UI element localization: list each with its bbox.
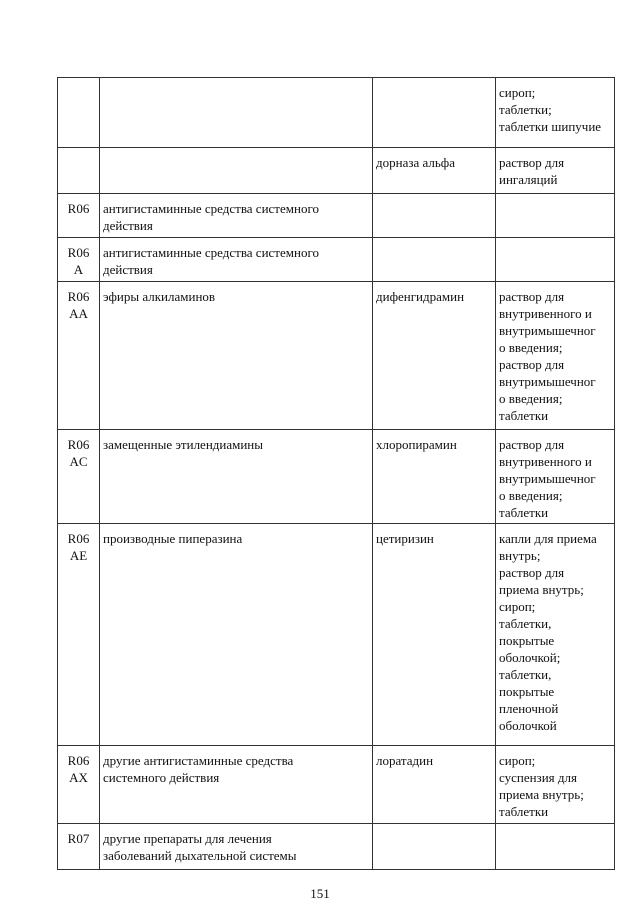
drug-name-cell (373, 78, 496, 148)
cell-text-line: покрытые (499, 684, 555, 699)
drug-name-cell (373, 238, 496, 282)
cell-text-line: R06 (67, 437, 90, 452)
pharmacological-group-cell (100, 430, 373, 524)
pharmacological-group-cell (100, 238, 373, 282)
drug-name-cell (373, 524, 496, 746)
cell-text-line: внутримышечног (499, 374, 596, 389)
table-row (58, 282, 615, 430)
table-row (58, 430, 615, 524)
cell-text-line: капли для приема (499, 531, 597, 546)
atc-code-cell (58, 78, 100, 148)
dosage-form-cell (496, 282, 615, 430)
cell-text-line: оболочкой (499, 718, 557, 733)
drug-name-cell (373, 148, 496, 194)
cell-text-line: действия (103, 218, 153, 233)
dosage-form-cell (496, 430, 615, 524)
cell-text-line: A (73, 262, 84, 277)
cell-text-line: внутримышечног (499, 471, 596, 486)
table-row (58, 78, 615, 148)
cell-text-line: таблетки шипучие (499, 119, 602, 134)
cell-text-line: внутривенного и (499, 306, 592, 321)
cell-text-line: внутрь; (499, 548, 541, 563)
cell-text-line: цетиризин (376, 531, 434, 546)
cell-text-line: R06 (67, 289, 90, 304)
dosage-form-cell (496, 524, 615, 746)
drug-name-cell (373, 824, 496, 870)
cell-text-line: внутримышечног (499, 323, 596, 338)
drug-classification-table (57, 77, 615, 870)
drug-name-cell (373, 746, 496, 824)
cell-text-line: таблетки, (499, 667, 552, 682)
cell-text-line: хлоропирамин (376, 437, 457, 452)
cell-text-line: о введения; (499, 391, 563, 406)
cell-text-line: AC (69, 454, 88, 469)
dosage-form-cell (496, 78, 615, 148)
cell-text-line: раствор для (499, 289, 565, 304)
table-row (58, 148, 615, 194)
cell-text-line: замещенные этилендиамины (103, 437, 263, 452)
table-row (58, 746, 615, 824)
atc-code-cell (58, 746, 100, 824)
drug-name-cell (373, 430, 496, 524)
atc-code-cell (58, 282, 100, 430)
cell-text-line: производные пиперазина (103, 531, 243, 546)
atc-code-cell (58, 524, 100, 746)
cell-text-line: дорназа альфа (376, 155, 455, 170)
pharmacological-group-cell (100, 524, 373, 746)
cell-text-line: действия (103, 262, 153, 277)
pharmacological-group-cell (100, 148, 373, 194)
pharmacological-group-cell (100, 282, 373, 430)
cell-text-line: оболочкой; (499, 650, 561, 665)
table-body (58, 78, 615, 870)
dosage-form-cell (496, 824, 615, 870)
cell-text-line: антигистаминные средства системного (103, 201, 319, 216)
cell-text-line: таблетки; (499, 102, 552, 117)
cell-text-line: заболеваний дыхательной системы (103, 848, 297, 863)
cell-text-line: R06 (67, 201, 90, 216)
atc-code-cell (58, 430, 100, 524)
cell-text-line: внутривенного и (499, 454, 592, 469)
cell-text-line: приема внутрь; (499, 787, 584, 802)
cell-text-line: раствор для (499, 155, 565, 170)
cell-text-line: AA (69, 306, 88, 321)
cell-text-line: таблетки (499, 408, 549, 423)
pharmacological-group-cell (100, 194, 373, 238)
atc-code-cell (58, 194, 100, 238)
cell-text-line: раствор для (499, 565, 565, 580)
pharmacological-group-cell (100, 746, 373, 824)
pharmacological-group-cell (100, 78, 373, 148)
cell-text-line: сироп; (499, 753, 536, 768)
cell-text-line: ингаляций (499, 172, 558, 187)
table-row (58, 238, 615, 282)
pharmacological-group-cell (100, 824, 373, 870)
cell-text-line: R07 (67, 831, 90, 846)
atc-code-cell (58, 148, 100, 194)
cell-text-line: таблетки (499, 505, 549, 520)
cell-text-line: другие препараты для лечения (103, 831, 272, 846)
cell-text-line: антигистаминные средства системного (103, 245, 319, 260)
cell-text-line: R06 (67, 245, 90, 260)
cell-text-line: пленочной (499, 701, 559, 716)
cell-text-line: AE (69, 548, 88, 563)
dosage-form-cell (496, 148, 615, 194)
cell-text-line: приема внутрь; (499, 582, 584, 597)
cell-text-line: другие антигистаминные средства (103, 753, 294, 768)
cell-text-line: R06 (67, 753, 90, 768)
table-row (58, 824, 615, 870)
cell-text-line: суспензия для (499, 770, 577, 785)
cell-text-line: R06 (67, 531, 90, 546)
table-row (58, 194, 615, 238)
cell-text-line: сироп; (499, 85, 536, 100)
cell-text-line: дифенгидрамин (376, 289, 465, 304)
dosage-form-cell (496, 194, 615, 238)
cell-text-line: AX (69, 770, 88, 785)
dosage-form-cell (496, 746, 615, 824)
cell-text-line: сироп; (499, 599, 536, 614)
drug-name-cell (373, 194, 496, 238)
page-number: 151 (310, 886, 330, 901)
dosage-form-cell (496, 238, 615, 282)
cell-text-line: о введения; (499, 340, 563, 355)
cell-text-line: покрытые (499, 633, 555, 648)
atc-code-cell (58, 238, 100, 282)
cell-text-line: системного действия (103, 770, 220, 785)
cell-text-line: раствор для (499, 357, 565, 372)
drug-name-cell (373, 282, 496, 430)
cell-text-line: о введения; (499, 488, 563, 503)
atc-code-cell (58, 824, 100, 870)
cell-text-line: лоратадин (376, 753, 434, 768)
cell-text-line: таблетки, (499, 616, 552, 631)
cell-text-line: раствор для (499, 437, 565, 452)
cell-text-line: таблетки (499, 804, 549, 819)
table-row (58, 524, 615, 746)
cell-text-line: эфиры алкиламинов (103, 289, 216, 304)
